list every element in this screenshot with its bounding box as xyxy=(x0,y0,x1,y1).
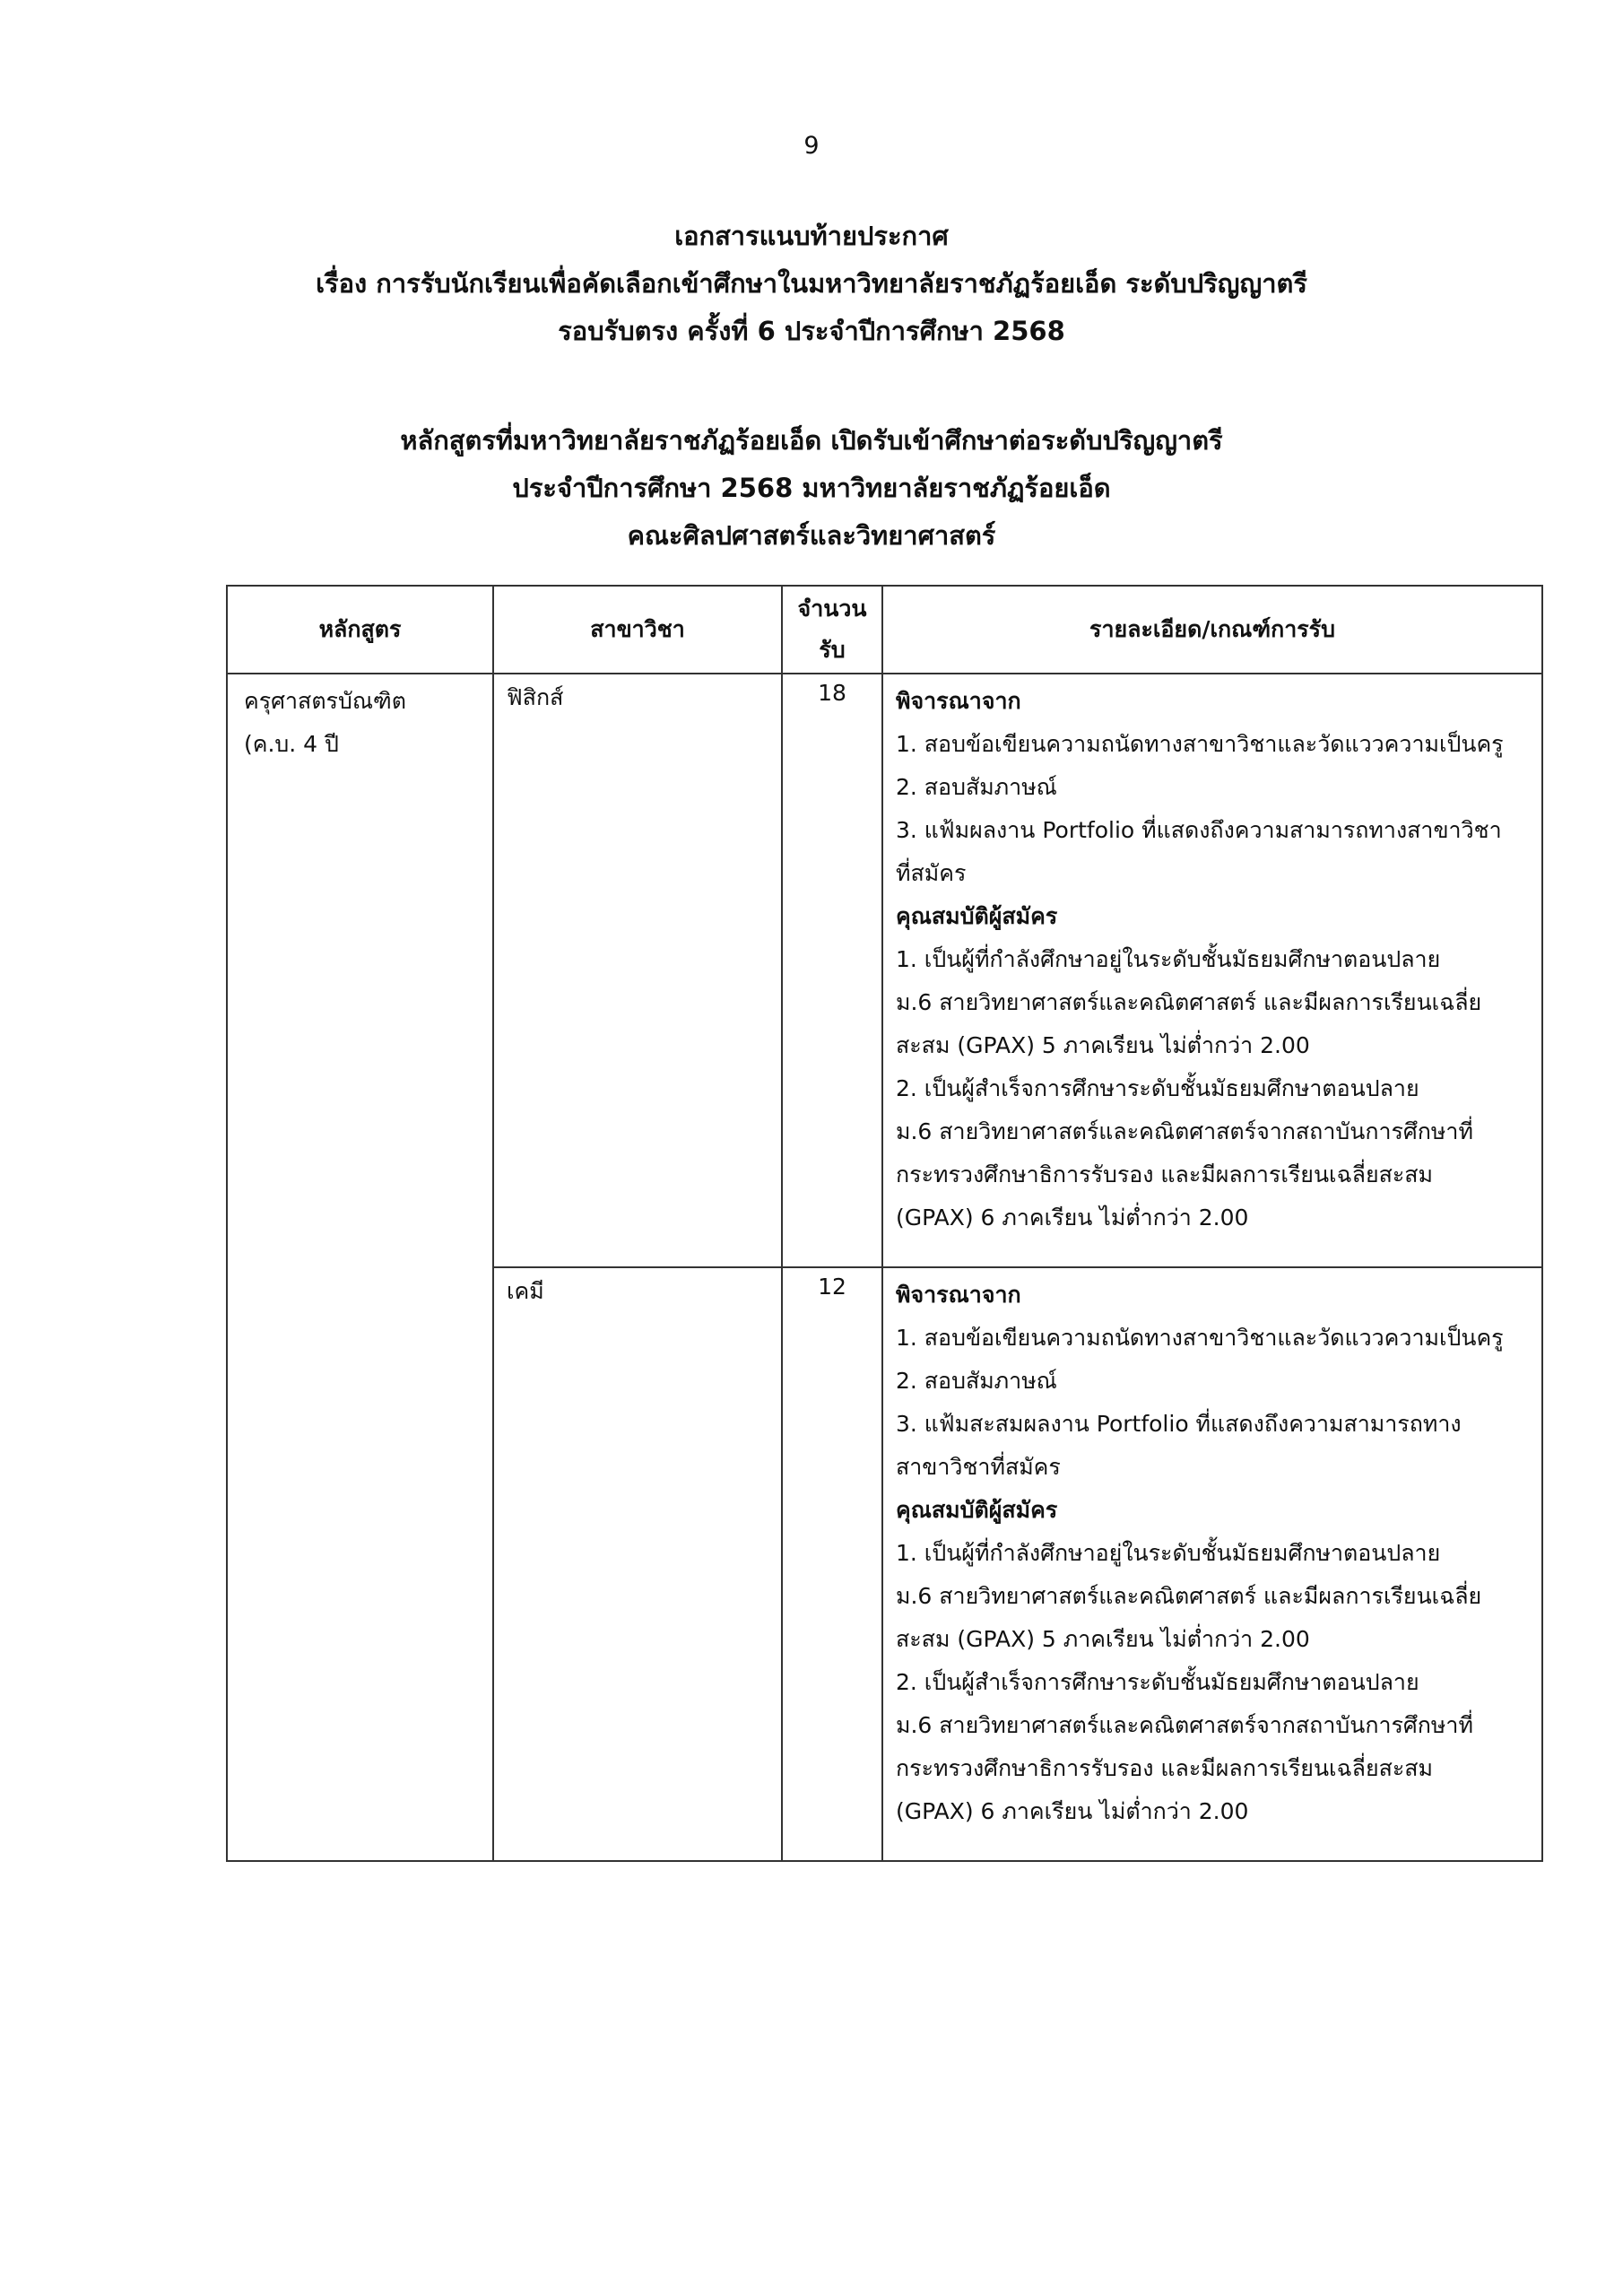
admission-table xyxy=(226,585,1543,1862)
program-degree: (ค.บ. 4 ปี xyxy=(244,731,339,757)
consider-heading: พิจารณาจาก xyxy=(896,688,1021,714)
program-name: ครุศาสตรบัณฑิต xyxy=(244,688,407,714)
seats-cell: 18 xyxy=(782,674,882,1267)
details-cell xyxy=(882,1267,1542,1861)
annex-title-line-2: เรื่อง การรับนักเรียนเพื่อคัดเลือกเข้าศึกษาในมหาวิทยาลัยราชภัฏร้อยเอ็ด ระดับปริญญาตรี xyxy=(316,268,1307,299)
qualification-item: 2. เป็นผู้สำเร็จการศึกษาระดับชั้นมัธยมศึกษาตอนปลาย xyxy=(896,1669,1419,1695)
qualification-item: (GPAX) 6 ภาคเรียน ไม่ต่ำกว่า 2.00 xyxy=(896,1798,1249,1824)
consider-item: 3. แฟ้มสะสมผลงาน Portfolio ที่แสดงถึงความสามารถทาง xyxy=(896,1411,1462,1437)
qualification-heading: คุณสมบัติผู้สมัคร xyxy=(896,1497,1058,1523)
annex-title-line-3: รอบรับตรง ครั้งที่ 6 ประจำปีการศึกษา 2568 xyxy=(558,316,1065,346)
consider-item: 2. สอบสัมภาษณ์ xyxy=(896,774,1057,800)
faculty-name: คณะศิลปศาสตร์และวิทยาศาสตร์ xyxy=(627,520,996,551)
major-cell: ฟิสิกส์ xyxy=(493,674,782,1267)
table-row xyxy=(227,674,1542,1267)
qualification-item: สะสม (GPAX) 5 ภาคเรียน ไม่ต่ำกว่า 2.00 xyxy=(896,1032,1310,1058)
qualification-item: ม.6 สายวิทยาศาสตร์และคณิตศาสตร์ และมีผลการเรียนเฉลี่ย xyxy=(896,1583,1482,1609)
consider-item: สาขาวิชาที่สมัคร xyxy=(896,1454,1061,1480)
qualification-item: ม.6 สายวิทยาศาสตร์และคณิตศาสตร์ และมีผลการเรียนเฉลี่ย xyxy=(896,989,1482,1015)
consider-item: 3. แฟ้มผลงาน Portfolio ที่แสดงถึงความสามารถทางสาขาวิชา xyxy=(896,817,1502,843)
program-heading-line-2: ประจำปีการศึกษา 2568 มหาวิทยาลัยราชภัฏร้อยเอ็ด xyxy=(512,473,1111,503)
header-details: รายละเอียด/เกณฑ์การรับ xyxy=(882,586,1542,674)
program-cell xyxy=(227,674,493,1267)
qualification-item: 1. เป็นผู้ที่กำลังศึกษาอยู่ในระดับชั้นมัธยมศึกษาตอนปลาย xyxy=(896,1540,1441,1566)
header-program: หลักสูตร xyxy=(227,586,493,674)
qualification-item: ม.6 สายวิทยาศาสตร์และคณิตศาสตร์จากสถาบันการศึกษาที่ xyxy=(896,1118,1473,1144)
header-major: สาขาวิชา xyxy=(493,586,782,674)
qualification-heading: คุณสมบัติผู้สมัคร xyxy=(896,903,1058,929)
qualification-item: กระทรวงศึกษาธิการรับรอง และมีผลการเรียนเฉลี่ยสะสม xyxy=(896,1161,1434,1187)
header-seats-line-1: จำนวน xyxy=(797,596,867,622)
consider-item: ที่สมัคร xyxy=(896,860,967,886)
annex-title xyxy=(0,213,1623,355)
seats-cell: 12 xyxy=(782,1267,882,1861)
qualification-item: 1. เป็นผู้ที่กำลังศึกษาอยู่ในระดับชั้นมัธยมศึกษาตอนปลาย xyxy=(896,946,1441,972)
details-cell xyxy=(882,674,1542,1267)
table-row xyxy=(227,1267,1542,1861)
annex-title-line-1: เอกสารแนบท้ายประกาศ xyxy=(674,221,949,251)
program-heading xyxy=(0,417,1623,560)
header-seats-line-2: รับ xyxy=(819,637,846,663)
page-number: 9 xyxy=(803,132,820,160)
qualification-item: กระทรวงศึกษาธิการรับรอง และมีผลการเรียนเฉลี่ยสะสม xyxy=(896,1755,1434,1781)
consider-item: 1. สอบข้อเขียนความถนัดทางสาขาวิชาและวัดแววความเป็นครู xyxy=(896,1325,1504,1351)
program-heading-line-1: หลักสูตรที่มหาวิทยาลัยราชภัฏร้อยเอ็ด เปิดรับเข้าศึกษาต่อระดับปริญญาตรี xyxy=(400,425,1223,456)
program-cell-continued xyxy=(227,1267,493,1861)
table-header-row xyxy=(227,586,1542,674)
header-seats xyxy=(782,586,882,674)
major-cell: เคมี xyxy=(493,1267,782,1861)
qualification-item: (GPAX) 6 ภาคเรียน ไม่ต่ำกว่า 2.00 xyxy=(896,1205,1249,1231)
consider-heading: พิจารณาจาก xyxy=(896,1282,1021,1308)
qualification-item: 2. เป็นผู้สำเร็จการศึกษาระดับชั้นมัธยมศึกษาตอนปลาย xyxy=(896,1075,1419,1101)
qualification-item: สะสม (GPAX) 5 ภาคเรียน ไม่ต่ำกว่า 2.00 xyxy=(896,1626,1310,1652)
consider-item: 1. สอบข้อเขียนความถนัดทางสาขาวิชาและวัดแววความเป็นครู xyxy=(896,731,1504,757)
qualification-item: ม.6 สายวิทยาศาสตร์และคณิตศาสตร์จากสถาบันการศึกษาที่ xyxy=(896,1712,1473,1738)
consider-item: 2. สอบสัมภาษณ์ xyxy=(896,1368,1057,1394)
